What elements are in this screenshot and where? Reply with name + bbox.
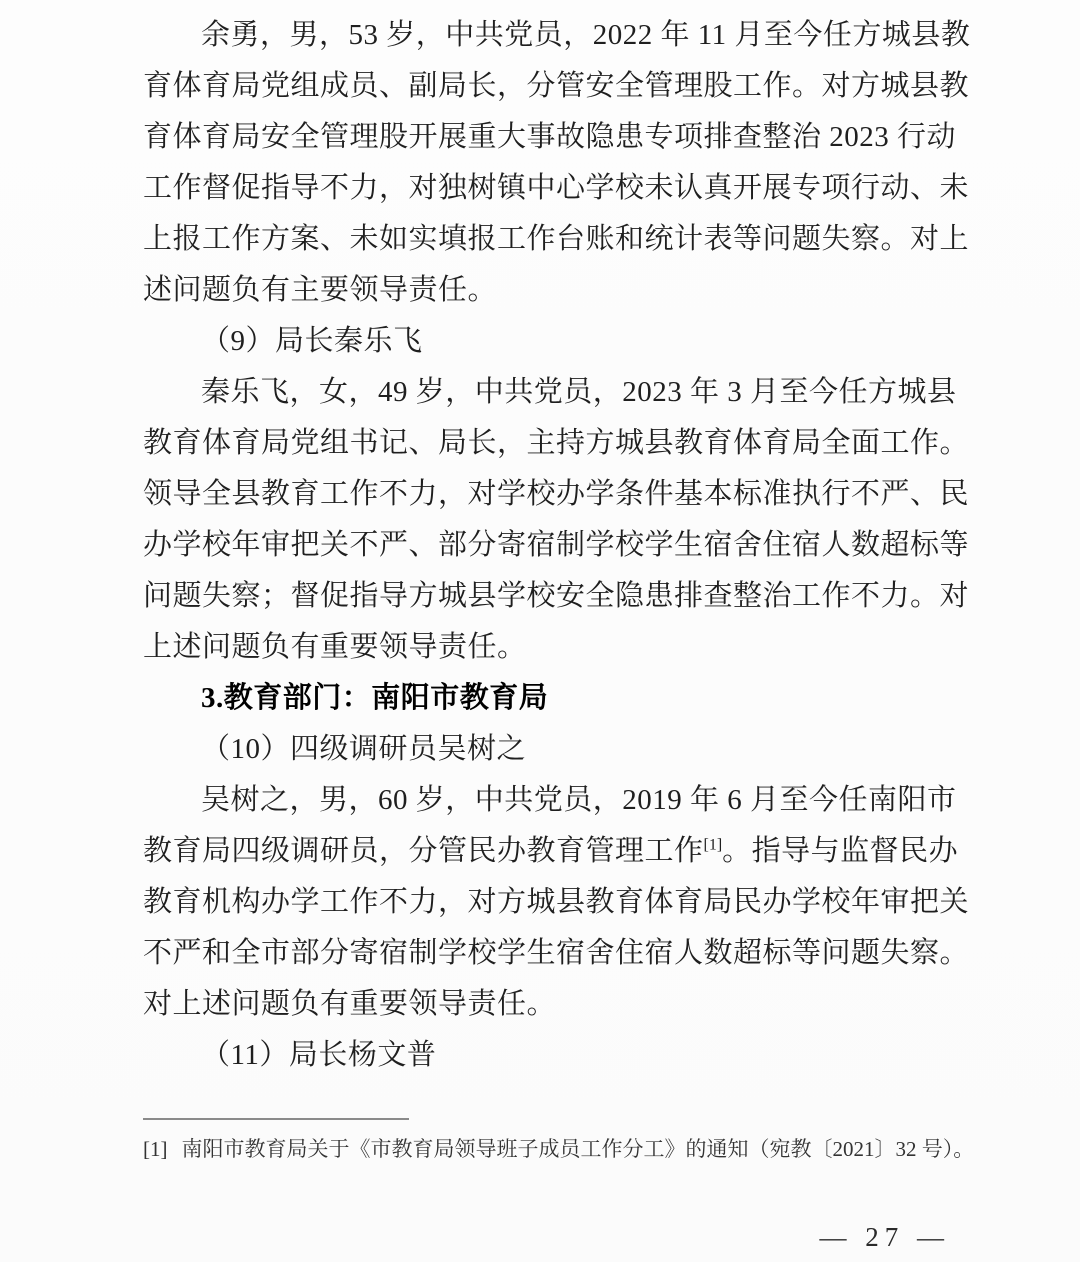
paragraph-line: 吴树之，男，60 岁，中共党员，2019 年 6 月至今任南阳市 <box>201 784 957 816</box>
paragraph-line: 育体育局党组成员、副局长，分管安全管理股工作。对方城县教 <box>143 70 970 102</box>
paragraph-line: 上报工作方案、未如实填报工作台账和统计表等问题失察。对上 <box>143 223 970 255</box>
paragraph-line: 述问题负有主要领导责任。 <box>143 274 498 306</box>
paragraph-line: 上述问题负有重要领导责任。 <box>143 631 527 663</box>
footnote-text: 南阳市教育局关于《市教育局领导班子成员工作分工》的通知（宛教〔2021〕32 号）。 <box>181 1137 975 1161</box>
footnote-reference-marker: [1] <box>703 836 723 854</box>
paragraph-line: 余勇，男，53 岁，中共党员，2022 年 11 月至今任方城县教 <box>201 19 971 51</box>
paragraph-line: 办学校年审把关不严、部分寄宿制学校学生宿舍住宿人数超标等 <box>143 529 970 561</box>
paragraph-text: 。指导与监督民办 <box>722 835 959 867</box>
item-heading-10: （10）四级调研员吴树之 <box>201 733 527 765</box>
paragraph-line: 不严和全市部分寄宿制学校学生宿舍住宿人数超标等问题失察。 <box>143 937 970 969</box>
footnote-separator <box>143 1118 409 1120</box>
paragraph-line <box>143 826 959 877</box>
paragraph-line: 问题失察；督促指导方城县学校安全隐患排查整治工作不力。对 <box>143 580 970 612</box>
item-heading-11: （11）局长杨文普 <box>201 1039 437 1071</box>
section-heading: 3.教育部门：南阳市教育局 <box>201 682 549 714</box>
footnote-area <box>143 1118 975 1164</box>
paragraph-line: 秦乐飞，女，49 岁，中共党员，2023 年 3 月至今任方城县 <box>201 376 957 408</box>
paragraph-text: 教育局四级调研员，分管民办教育管理工作 <box>143 835 704 867</box>
paragraph-line: 教育体育局党组书记、局长，主持方城县教育体育局全面工作。 <box>143 427 970 459</box>
paragraph-line: 育体育局安全管理股开展重大事故隐患专项排查整治 2023 行动 <box>143 121 957 153</box>
paragraph-line: 领导全县教育工作不力，对学校办学条件基本标准执行不严、民 <box>143 478 970 510</box>
footnote <box>143 1134 975 1164</box>
item-heading-9: （9）局长秦乐飞 <box>201 325 423 357</box>
paragraph-line: 教育机构办学工作不力，对方城县教育体育局民办学校年审把关 <box>143 886 970 918</box>
paragraph-line: 工作督促指导不力，对独树镇中心学校未认真开展专项行动、未 <box>143 172 970 204</box>
document-body <box>143 10 971 1081</box>
page-number: — 27 — <box>819 1222 950 1252</box>
paragraph-line: 对上述问题负有重要领导责任。 <box>143 988 557 1020</box>
footnote-marker: [1] <box>143 1137 168 1161</box>
